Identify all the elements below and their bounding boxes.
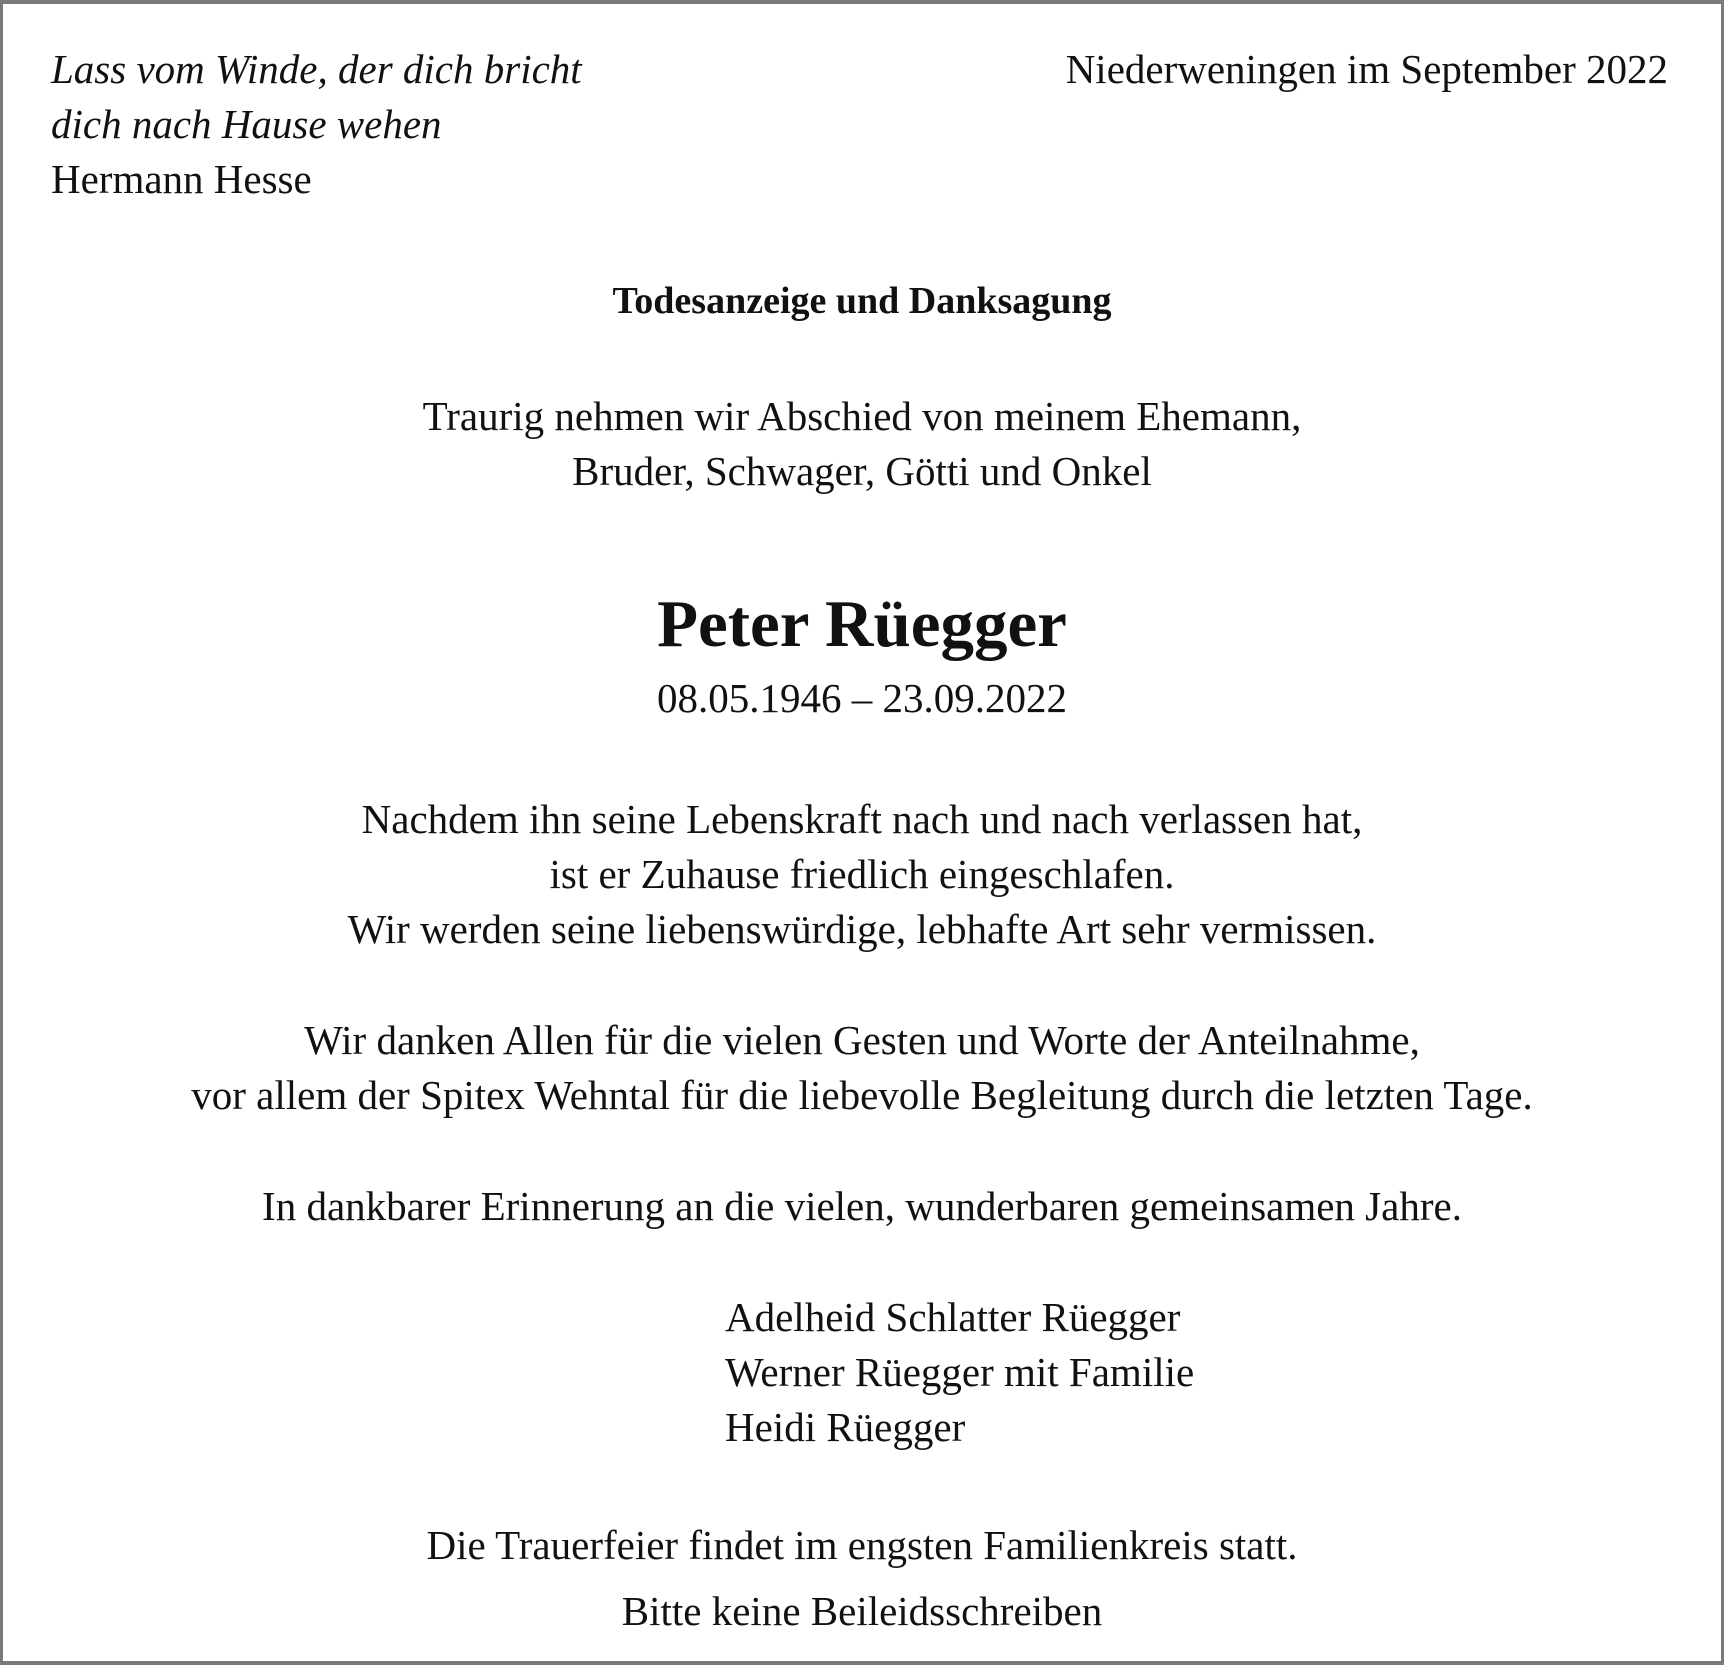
place-and-date: Niederweningen im September 2022 xyxy=(1065,46,1668,92)
thanks-text xyxy=(3,1013,1721,1123)
thanks-line-2: vor allem der Spitex Wehntal für die liebevolle Begleitung durch die letzten Tage. xyxy=(191,1072,1533,1118)
thanks-line-1: Wir danken Allen für die vielen Gesten und Worte der Anteilnahme, xyxy=(304,1017,1420,1063)
intro-line-2: Bruder, Schwager, Götti und Onkel xyxy=(572,448,1152,494)
quote-line-2: dich nach Hause wehen xyxy=(51,101,442,147)
deceased-name: Peter Rüegger xyxy=(657,587,1067,661)
signer-1: Adelheid Schlatter Rüegger xyxy=(725,1294,1181,1340)
quote-line-1: Lass vom Winde, der dich bricht xyxy=(51,46,582,92)
signer-3: Heidi Rüegger xyxy=(725,1404,966,1450)
message-line-2: ist er Zuhause friedlich eingeschlafen. xyxy=(549,851,1175,897)
quote-author: Hermann Hesse xyxy=(51,156,312,202)
motto-quote xyxy=(51,42,582,207)
intro-line-1: Traurig nehmen wir Abschied von meinem Ehemann, xyxy=(422,393,1302,439)
signer-2: Werner Rüegger mit Familie xyxy=(725,1349,1195,1395)
closing-line-2: Bitte keine Beileidsschreiben xyxy=(621,1588,1103,1634)
closing-notes xyxy=(3,1512,1721,1644)
memory-line: In dankbarer Erinnerung an die vielen, wunderbaren gemeinsamen Jahre. xyxy=(262,1183,1462,1229)
message-text xyxy=(3,792,1721,957)
closing-line-1: Die Trauerfeier findet im engsten Familienkreis statt. xyxy=(426,1522,1298,1568)
message-line-1: Nachdem ihn seine Lebenskraft nach und nach verlassen hat, xyxy=(361,796,1363,842)
intro-text xyxy=(3,389,1721,499)
signers-list xyxy=(725,1290,1194,1455)
message-line-3: Wir werden seine liebenswürdige, lebhafte Art sehr vermissen. xyxy=(347,906,1377,952)
life-dates: 08.05.1946 – 23.09.2022 xyxy=(657,675,1067,721)
notice-heading: Todesanzeige und Danksagung xyxy=(612,280,1112,322)
